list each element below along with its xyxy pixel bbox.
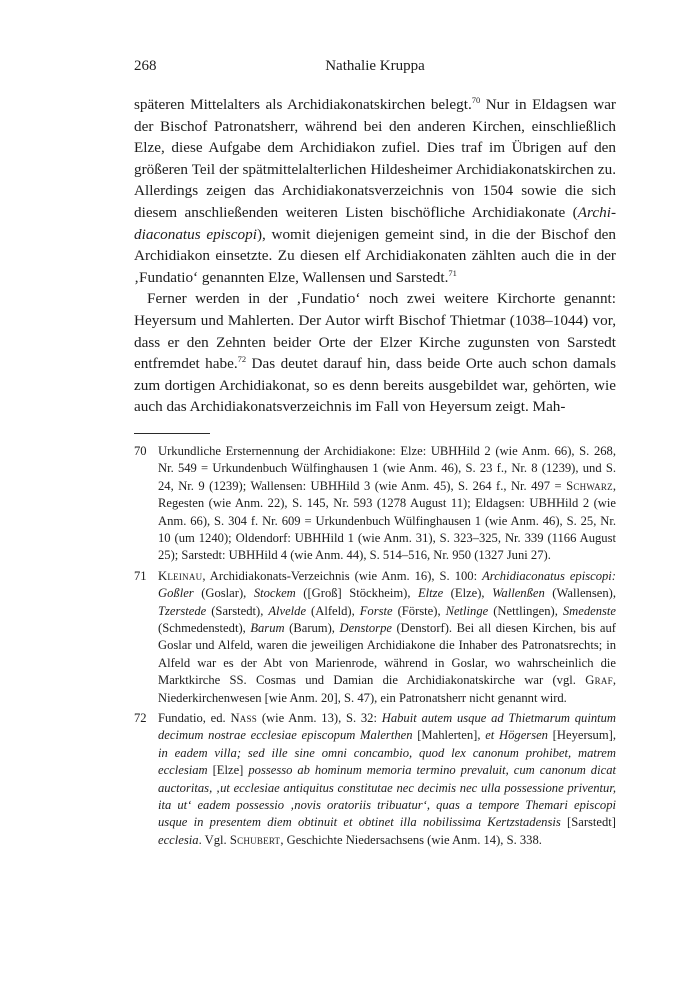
footnote — [134, 710, 616, 849]
text-run: [Sarstedt] — [560, 815, 616, 830]
footnote-ref: 72 — [237, 354, 247, 365]
text-run: . Vgl. — [198, 832, 230, 847]
text-run: ecclesia — [158, 832, 199, 847]
text-run: , Geschichte Niedersachsens (wie Anm. 14), S. 338. — [280, 832, 542, 847]
text-run: (Nettlingen), — [488, 603, 563, 618]
text-run: Das deutet darauf hin, dass beide Orte auch schon damals zum dortigen Archidiakonat, so es denn bereits ausgebildet war, gehörten, wie auch das Archidiakonatsverzeichnis im Fall von Heyersum zeigt. Mah- — [134, 355, 617, 416]
footnote-text — [158, 710, 616, 849]
text-run: , Regesten (wie Anm. 22), S. 145, Nr. 593 (1278 August 11); Eldagsen: UBHHild 2 (wie Anm. 66), S. 304 f. Nr. 609 = Urkundenbuch Wülfinghausen 1 (wie Anm. 46), S. 25, Nr. 10 (um 1240); Oldendorf: UBHHild 1 (wie Anm. 31), S. 323–325, Nr. 339 (1166 August 25); Sarstedt: UBHHild 4 (wie Anm. 44), S. 514–516, Nr. 950 (1327 Juni 27). — [158, 478, 616, 563]
page-number: 268 — [134, 58, 157, 74]
text-run: ), womit diejenigen gemeint sind, in die der Bischof den Archidiakon einsetzte. Zu diesen elf Archidiakonaten zählten auch die in der ‚Fundatio‘ genannten Elze, Wallensen und Sarstedt. — [134, 225, 616, 286]
text-run: , Niederkirchenwesen [wie Anm. 20], S. 47), ein Patronatsherr nicht genannt wird. — [158, 673, 616, 705]
footnote — [134, 568, 616, 707]
text-run: (Denstorf). Bei all diesen Kirchen, bis auf Goslar und Alfeld, waren die jeweiligen Archidiakone die Inhaber des Patronatsrechts; in Alfeld war es der Abt von Marienrode, während in Goslar, wo wahrscheinlich die Marktkirche SS. Cosmas und Damian die Archidiakonatskirche war (vgl. — [158, 620, 616, 688]
text-run: (Alfeld), — [306, 603, 360, 618]
text-run: Habuit autem usque ad Thietmarum quintum decimum nostrae ecclesiae episcopum Malerthen — [158, 711, 617, 743]
text-run: Urkundliche Ersternennung der Archidiakone: Elze: UBHHild 2 (wie Anm. 66), S. 268, Nr. 549 = Urkundenbuch Wülfinghausen 1 (wie Anm. 46), S. 23 f., Nr. 8 (1239), und S. 24, Nr. 9 (1239); Wallensen: UBHHild 3 (wie Anm. 45), S. 264 f., Nr. 497 = — [158, 443, 616, 493]
text-run: Nur in Eldagsen war der Bischof Patronatsherr, während bei den anderen Kirchen, einschließlich Elze, diese Aufgabe dem Archidiakon zufiel. Dies traf im Übrigen auf den größeren Teil der spätmittelalterlichen Hildesheimer Archidiakonatskirchen zu. Allerdings zeigen das Archidiakonatsverzeichnis von 1504 sowie die sich diesem anschließenden weiteren Listen bischöfliche Archidiakonate ( — [134, 96, 616, 221]
text-run: Barum — [250, 620, 285, 635]
text-run: Fundatio, ed. — [158, 711, 231, 725]
text-run: Stockem — [253, 586, 296, 601]
text-run: in eadem villa; sed ille sine omni concambio, quod lex canonum prohibet, matrem ecclesiam — [158, 745, 616, 778]
text-run: Tzerstede — [158, 603, 207, 618]
running-head — [134, 58, 616, 84]
footnote-rule — [134, 433, 210, 434]
footnote-text — [158, 443, 616, 565]
author-name: Schubert — [229, 832, 281, 847]
text-run: Netlinge — [445, 603, 489, 618]
text-run: (Elze), — [443, 586, 493, 601]
text-run: (Goslar), — [193, 586, 254, 601]
footnote-ref: 70 — [471, 95, 481, 105]
text-run: Forste — [359, 603, 393, 618]
footnote-number: 72 — [134, 711, 147, 725]
body-paragraph — [134, 94, 616, 288]
text-run: , Archidiakonats-Verzeichnis (wie Anm. 16), S. 100: — [202, 568, 483, 583]
text-run: [Mahlerten], — [412, 728, 486, 743]
text-run: Archidiaconatus episcopi: Goßler — [158, 568, 617, 601]
text-run: Wallenßen — [492, 586, 545, 601]
text-run: (wie Anm. 13), S. 32: — [257, 711, 382, 725]
footnote-ref: 71 — [448, 267, 457, 278]
author-name: Kleinau — [158, 568, 203, 583]
text-run: (Schmedenstedt), — [158, 620, 251, 635]
text-run: [Elze] — [207, 763, 249, 778]
author-name: Nass — [230, 711, 258, 725]
author-name: Graf — [585, 673, 613, 688]
book-page — [134, 58, 616, 852]
text-run: ([Groß] Stöckheim), — [295, 586, 418, 601]
text-run: (Sarstedt), — [206, 603, 269, 618]
text-run: (Barum), — [284, 620, 340, 635]
footnote-text — [158, 568, 616, 707]
body-text — [134, 94, 616, 418]
body-paragraph — [134, 288, 616, 418]
author-name: Schwarz — [566, 478, 613, 493]
text-run: Archidiaconatus episcopi — [134, 203, 616, 243]
text-run: Denstorpe — [339, 620, 392, 635]
text-run: (Wallensen), — [544, 586, 616, 601]
text-run: (Förste), — [392, 603, 446, 618]
footnote-number: 70 — [134, 443, 147, 458]
footnotes — [134, 443, 616, 849]
text-run: Smedenste — [562, 603, 617, 618]
text-run: possesso ab hominum memoria termino prevaluit, cum canonum dicat auctoritas, ‚ut ecclesiae antiquitus constitutae nec decimis nec ulla possessione priventur, ita ut‘ eadem possessio ‚novis oratoriis tribuatur‘, quas a tempore Themari episcopi usque in presentem diem obtinuit et obtinet illa nobilissima Kertzstadensis — [158, 763, 616, 830]
footnote-number: 71 — [134, 568, 147, 583]
text-run: [Heyersum], — [547, 728, 616, 743]
running-head-author: Nathalie Kruppa — [325, 58, 425, 74]
text-run: Ferner werden in der ‚Fundatio‘ noch zwei weitere Kirchorte genannt: Heyersum und Mahlerten. Der Autor wirft Bischof Thietmar (1038–1044) vor, dass er den Zehnten beider Orte der Elzer Kirche zugunsten von Sarstedt entfremdet habe. — [134, 290, 616, 373]
text-run: et Högersen — [485, 728, 548, 743]
text-run: späteren Mittelalters als Archidiakonatskirchen belegt. — [134, 96, 472, 113]
footnote — [134, 443, 616, 565]
text-run: Alvelde — [268, 603, 307, 618]
text-run: Eltze — [417, 586, 444, 601]
